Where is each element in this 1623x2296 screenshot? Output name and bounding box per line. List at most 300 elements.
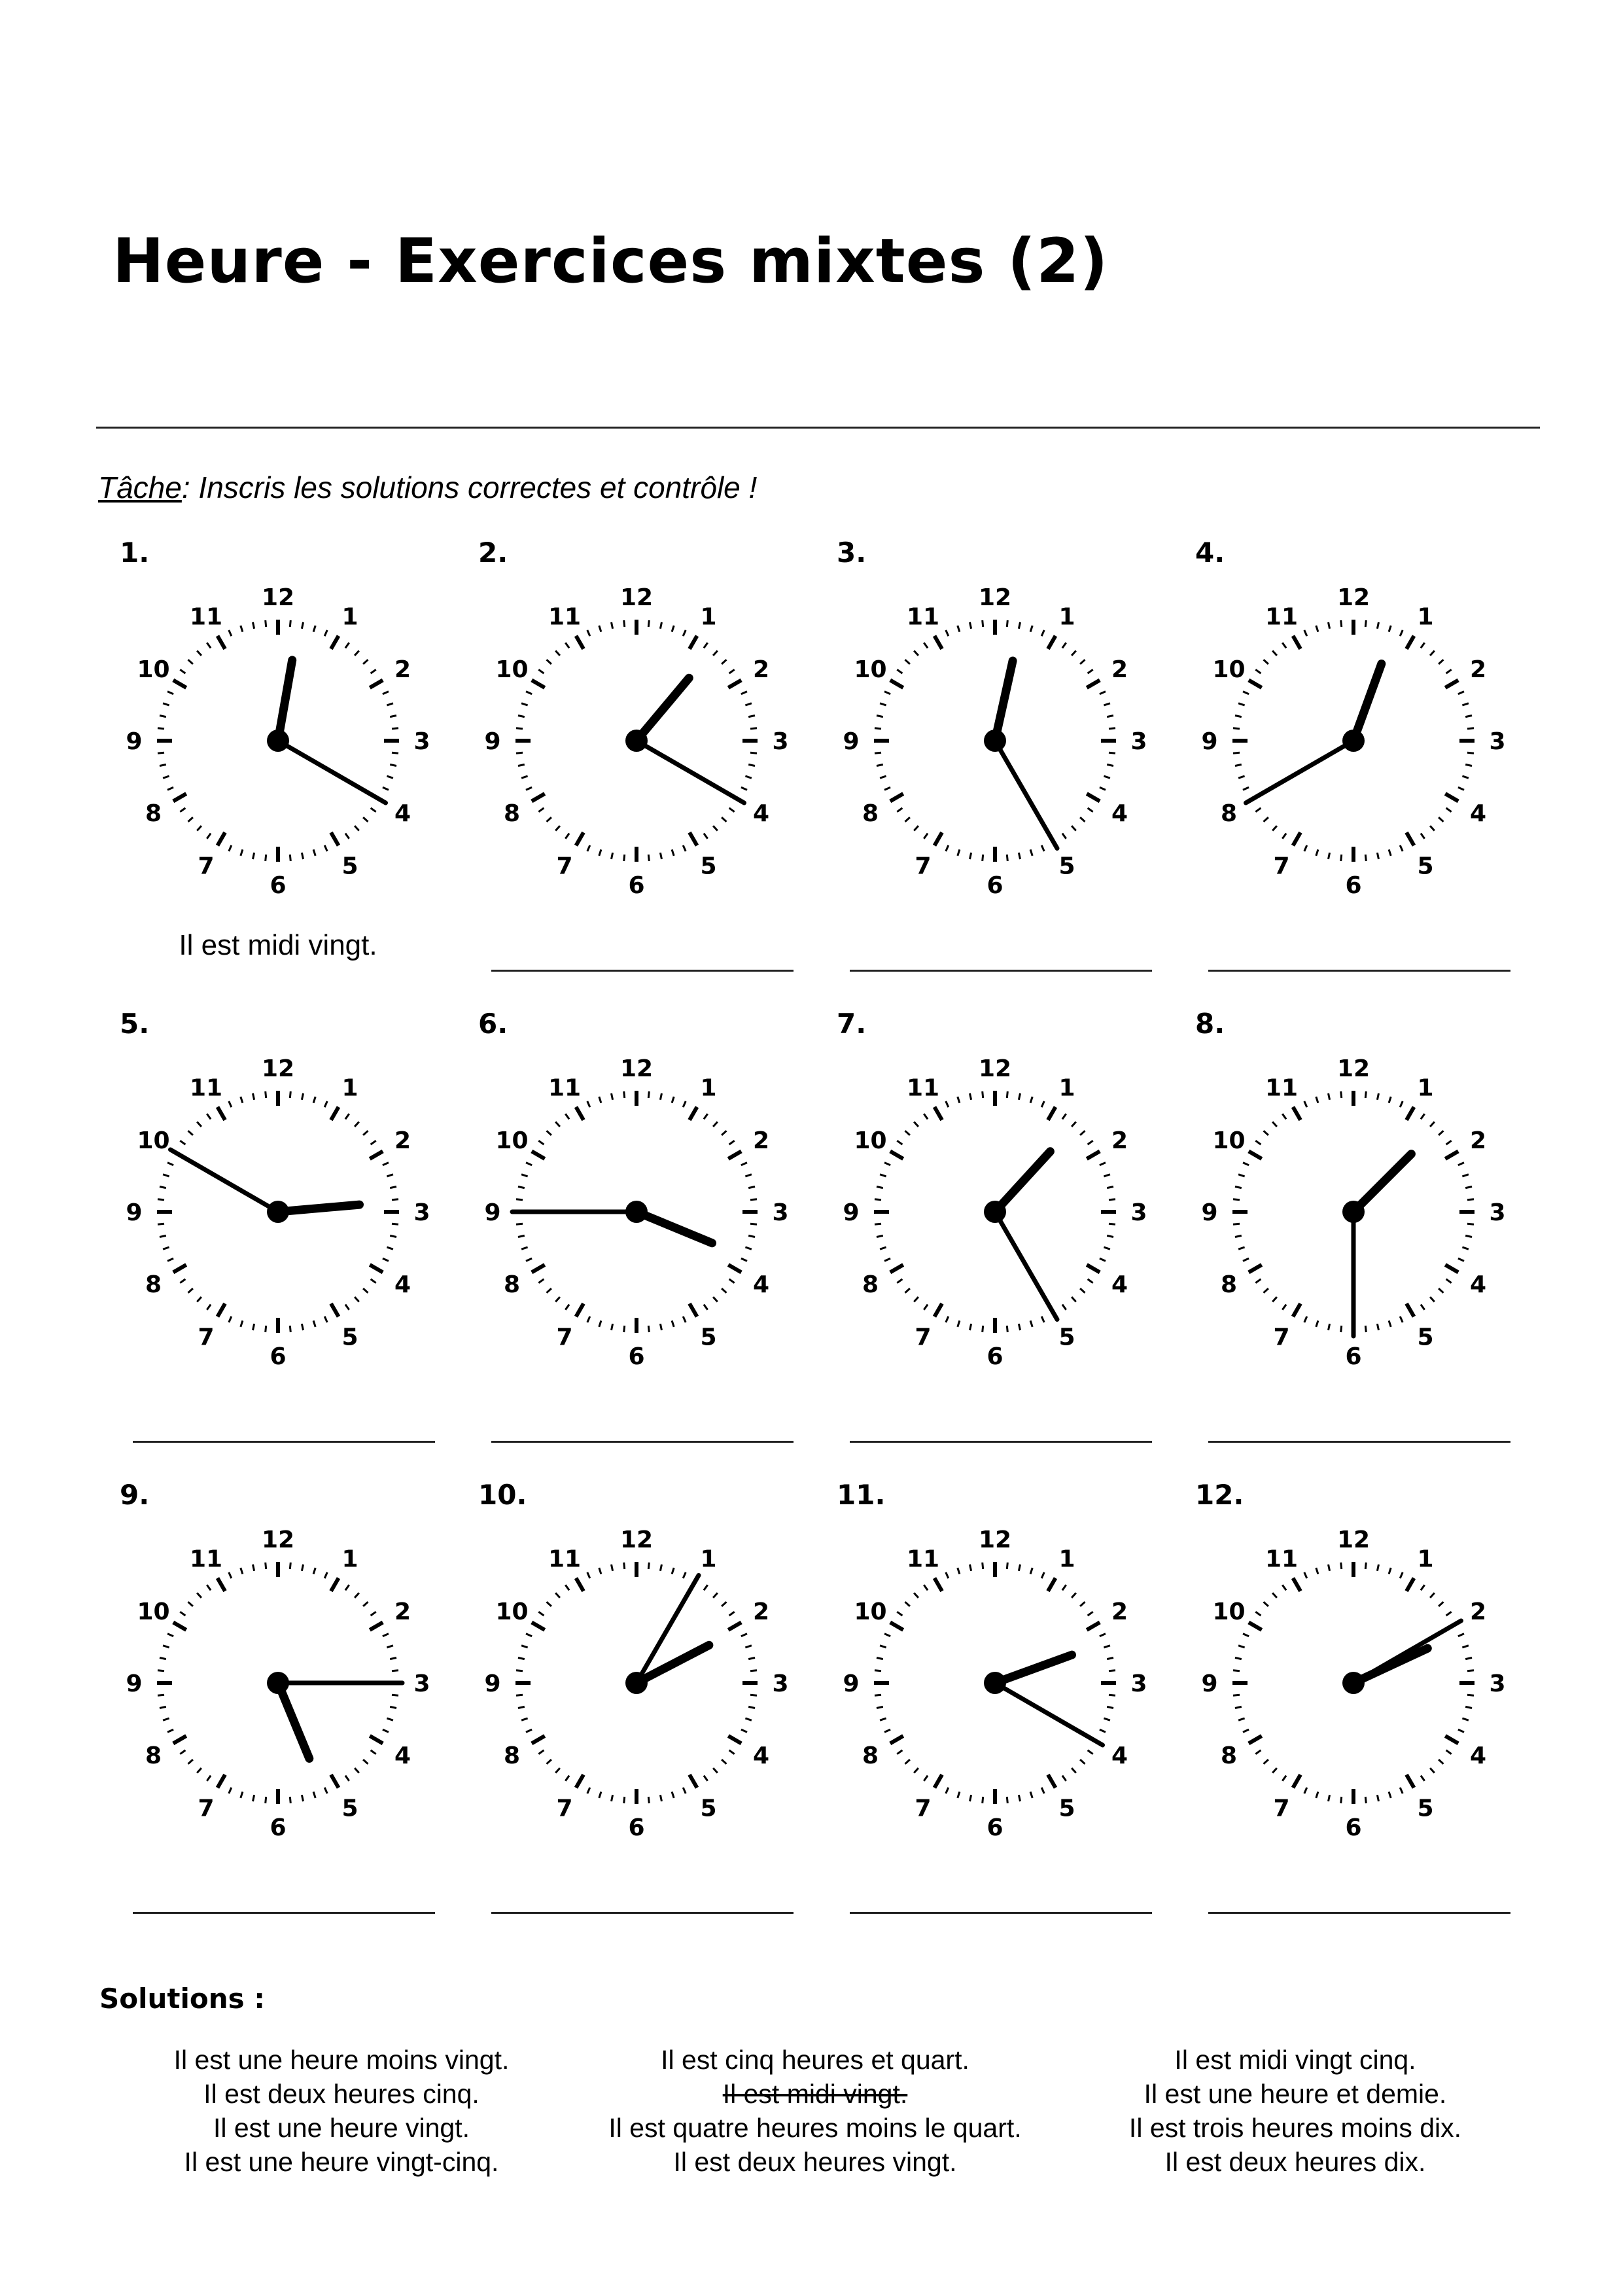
answer-line[interactable] — [133, 1441, 435, 1443]
hour-tick — [1048, 1107, 1056, 1120]
hour-tick — [370, 1152, 383, 1159]
hour-tick — [1087, 1623, 1100, 1631]
hour-tick — [331, 1107, 339, 1120]
hour-tick — [728, 1736, 741, 1744]
hour-tick — [689, 1775, 697, 1788]
minute-tick — [555, 1297, 560, 1301]
clock-numeral: 1 — [1058, 1074, 1075, 1102]
minute-tick — [383, 787, 389, 790]
minute-tick — [521, 703, 528, 705]
minute-tick — [1072, 1122, 1076, 1127]
minute-tick — [1282, 834, 1286, 839]
answer-line[interactable] — [1208, 1912, 1510, 1914]
hour-tick — [728, 1265, 741, 1273]
analog-clock — [818, 564, 1172, 917]
minute-tick — [207, 643, 211, 648]
minute-tick — [1041, 1572, 1044, 1578]
minute-tick — [1080, 1288, 1085, 1293]
clock-numeral: 10 — [495, 1598, 529, 1625]
minute-tick — [302, 1795, 303, 1801]
clock-center — [984, 1672, 1006, 1694]
minute-tick — [1400, 630, 1403, 636]
clock-center — [625, 1672, 648, 1694]
answer-line[interactable] — [491, 970, 794, 972]
minute-tick — [1030, 626, 1032, 632]
minute-tick — [884, 787, 890, 790]
minute-tick — [565, 1114, 569, 1119]
minute-tick — [1088, 1750, 1093, 1754]
hour-tick — [1406, 1578, 1414, 1591]
clock-numeral: 3 — [772, 1670, 789, 1697]
analog-clock — [101, 1035, 455, 1388]
minute-tick — [1080, 817, 1085, 822]
answer-line[interactable] — [1208, 1441, 1510, 1443]
minute-tick — [750, 752, 757, 753]
minute-tick — [897, 1140, 902, 1144]
clock-numeral: 12 — [978, 584, 1012, 611]
clock-numeral: 2 — [1111, 1598, 1128, 1625]
answer-line[interactable] — [133, 1912, 435, 1914]
clock-numeral: 11 — [1265, 603, 1299, 631]
minute-tick — [1365, 1326, 1366, 1332]
minute-tick — [1341, 1326, 1342, 1332]
minute-tick — [383, 1258, 389, 1261]
clock-numeral: 2 — [394, 1598, 411, 1625]
clock-numeral: 9 — [484, 728, 501, 755]
minute-tick — [624, 1797, 625, 1803]
clock-exercise-11 — [818, 1479, 1172, 1950]
solution-item: Il est deux heures vingt. — [673, 2147, 957, 2177]
minute-tick — [160, 1658, 166, 1659]
minute-tick — [1072, 826, 1076, 830]
clock-center — [984, 730, 1006, 752]
clock-center — [1342, 1201, 1365, 1223]
minute-tick — [1304, 845, 1307, 851]
minute-tick — [1430, 1297, 1435, 1301]
minute-tick — [383, 1729, 389, 1732]
minute-tick — [587, 1316, 590, 1322]
minute-tick — [587, 630, 590, 636]
minute-tick — [1400, 1788, 1403, 1793]
minute-tick — [914, 1122, 918, 1127]
minute-tick — [324, 1316, 327, 1322]
minute-tick — [1041, 1316, 1044, 1322]
clock-numeral: 3 — [1130, 1199, 1147, 1226]
clock-center — [267, 730, 289, 752]
minute-tick — [163, 776, 169, 778]
clock-exercise-1 — [101, 537, 455, 1008]
hour-tick — [1087, 1152, 1100, 1159]
minute-tick — [363, 1288, 368, 1293]
minute-tick — [745, 1247, 752, 1249]
minute-tick — [516, 1670, 523, 1671]
minute-tick — [897, 1612, 902, 1616]
minute-tick — [1329, 1564, 1330, 1571]
minute-tick — [648, 1091, 649, 1098]
minute-tick — [516, 752, 523, 753]
minute-tick — [1243, 787, 1249, 790]
minute-tick — [683, 1101, 686, 1107]
minute-tick — [704, 1305, 708, 1310]
clock-numeral: 3 — [413, 1670, 430, 1697]
minute-tick — [1446, 1612, 1452, 1616]
minute-tick — [392, 752, 398, 753]
minute-tick — [660, 1324, 661, 1330]
minute-tick — [1041, 845, 1044, 851]
minute-tick — [1235, 1658, 1242, 1659]
divider — [96, 427, 1540, 429]
minute-tick — [1439, 817, 1443, 822]
hour-tick — [728, 1623, 741, 1631]
solutions-column-1 — [73, 2043, 610, 2179]
minute-tick — [518, 1235, 525, 1237]
hour-tick — [1249, 1736, 1262, 1744]
hour-tick — [370, 680, 383, 688]
answer-line[interactable] — [850, 1912, 1152, 1914]
minute-tick — [1233, 728, 1240, 729]
minute-tick — [1062, 1114, 1066, 1119]
minute-tick — [599, 1568, 601, 1574]
minute-tick — [163, 1174, 169, 1176]
minute-tick — [538, 1612, 544, 1616]
minute-tick — [521, 1718, 528, 1720]
hour-tick — [532, 1623, 545, 1631]
minute-tick — [1107, 1187, 1113, 1188]
clock-numeral: 6 — [628, 1814, 645, 1841]
hour-hand — [995, 1152, 1050, 1212]
minute-tick — [946, 1101, 949, 1107]
hour-tick — [1048, 636, 1056, 649]
minute-tick — [197, 826, 201, 830]
exercise-number: 1. — [120, 537, 150, 569]
hour-tick — [331, 1578, 339, 1591]
minute-tick — [160, 716, 166, 717]
minute-tick — [188, 660, 193, 664]
hour-tick — [935, 832, 943, 845]
minute-tick — [1107, 1658, 1113, 1659]
clock-numeral: 6 — [270, 872, 287, 899]
answer-line[interactable] — [1208, 970, 1510, 972]
hour-tick — [173, 680, 186, 688]
clock-numeral: 8 — [1220, 1742, 1238, 1769]
minute-tick — [324, 1572, 327, 1578]
minute-tick — [1109, 728, 1115, 729]
minute-tick — [1316, 626, 1318, 632]
minute-tick — [390, 1658, 396, 1659]
minute-tick — [1109, 1670, 1115, 1671]
minute-tick — [1389, 1097, 1391, 1103]
minute-tick — [241, 1097, 243, 1103]
clock-numeral: 6 — [986, 872, 1003, 899]
clock-numeral: 11 — [548, 603, 582, 631]
hour-tick — [173, 1736, 186, 1744]
minute-tick — [897, 1279, 902, 1283]
clock-numeral: 6 — [1345, 872, 1362, 899]
minute-tick — [648, 620, 649, 627]
minute-tick — [1465, 1706, 1472, 1708]
minute-hand — [995, 1212, 1057, 1320]
minute-tick — [324, 1788, 327, 1793]
minute-tick — [1341, 1563, 1342, 1569]
clock-numeral: 8 — [503, 800, 521, 827]
minute-tick — [302, 622, 303, 629]
minute-tick — [207, 1776, 211, 1781]
minute-tick — [1329, 1324, 1330, 1330]
hour-tick — [728, 1152, 741, 1159]
minute-tick — [1062, 1305, 1066, 1310]
minute-tick — [612, 1324, 613, 1330]
minute-tick — [229, 1572, 232, 1578]
minute-tick — [241, 849, 243, 856]
minute-tick — [1304, 1316, 1307, 1322]
hour-hand — [995, 661, 1013, 741]
minute-tick — [1062, 1585, 1066, 1590]
minute-tick — [672, 1792, 674, 1798]
clock-numeral: 3 — [413, 728, 430, 755]
minute-tick — [745, 1646, 752, 1648]
minute-tick — [1272, 1768, 1277, 1773]
minute-tick — [167, 787, 173, 790]
minute-tick — [1446, 808, 1452, 812]
minute-hand — [171, 1150, 279, 1212]
answer-line[interactable] — [491, 1912, 794, 1914]
minute-tick — [167, 1258, 173, 1261]
minute-tick — [1072, 651, 1076, 656]
minute-tick — [897, 669, 902, 673]
hour-tick — [689, 1303, 697, 1316]
clock-numeral: 4 — [1469, 800, 1487, 827]
hour-tick — [1048, 1578, 1056, 1591]
minute-tick — [1041, 1101, 1044, 1107]
minute-tick — [880, 1247, 886, 1249]
minute-tick — [197, 1768, 201, 1773]
minute-tick — [924, 1305, 928, 1310]
minute-tick — [1072, 1768, 1076, 1773]
minute-tick — [1458, 692, 1464, 694]
minute-tick — [722, 1759, 726, 1764]
minute-tick — [1421, 1585, 1425, 1590]
hour-tick — [890, 1623, 903, 1631]
clock-numeral: 12 — [1336, 1527, 1370, 1553]
minute-tick — [371, 808, 376, 812]
minute-tick — [958, 1792, 960, 1798]
clock-center — [625, 730, 648, 752]
minute-tick — [624, 855, 625, 861]
minute-tick — [363, 660, 368, 664]
minute-tick — [624, 1563, 625, 1569]
minute-tick — [1233, 1670, 1240, 1671]
solutions-column-2 — [547, 2043, 1083, 2179]
minute-tick — [970, 1564, 971, 1571]
minute-tick — [877, 1187, 883, 1188]
minute-tick — [1272, 826, 1277, 830]
minute-tick — [547, 1602, 551, 1606]
hour-tick — [173, 1623, 186, 1631]
clock-center — [267, 1672, 289, 1694]
minute-tick — [1030, 1568, 1032, 1574]
minute-tick — [1238, 1174, 1245, 1176]
clock-numeral: 3 — [1489, 1199, 1506, 1226]
minute-tick — [1465, 1187, 1472, 1188]
minute-tick — [624, 1326, 625, 1332]
clock-numeral: 7 — [198, 1795, 215, 1822]
minute-tick — [1088, 1279, 1093, 1283]
minute-tick — [750, 1670, 757, 1671]
minute-tick — [1467, 1670, 1474, 1671]
minute-tick — [565, 643, 569, 648]
exercise-number: 7. — [837, 1008, 867, 1040]
minute-tick — [884, 692, 890, 694]
hour-tick — [890, 1152, 903, 1159]
minute-tick — [660, 1795, 661, 1801]
answer-line[interactable] — [491, 1441, 794, 1443]
minute-tick — [750, 728, 757, 729]
minute-tick — [713, 1768, 718, 1773]
minute-tick — [1365, 855, 1366, 861]
minute-tick — [741, 1729, 747, 1732]
clock-numeral: 7 — [915, 1795, 932, 1822]
minute-tick — [1421, 643, 1425, 648]
minute-tick — [1104, 703, 1110, 705]
minute-tick — [748, 716, 755, 717]
minute-tick — [1421, 1305, 1425, 1310]
hour-hand — [637, 678, 689, 741]
minute-tick — [1243, 1163, 1249, 1165]
minute-tick — [167, 692, 173, 694]
minute-tick — [612, 1795, 613, 1801]
minute-tick — [1341, 620, 1342, 627]
minute-tick — [547, 817, 551, 822]
minute-tick — [1430, 651, 1435, 656]
hour-tick — [532, 794, 545, 802]
clock-numeral: 6 — [986, 1343, 1003, 1370]
minute-tick — [1377, 1795, 1378, 1801]
clock-numeral: 9 — [843, 1199, 860, 1226]
minute-tick — [355, 1122, 359, 1127]
minute-tick — [1264, 1131, 1268, 1135]
minute-tick — [729, 1279, 735, 1283]
minute-tick — [1255, 669, 1261, 673]
hour-tick — [218, 636, 226, 649]
minute-tick — [1233, 1199, 1240, 1200]
minute-tick — [1080, 1602, 1085, 1606]
minute-tick — [970, 1324, 971, 1330]
minute-tick — [160, 1187, 166, 1188]
minute-tick — [302, 1564, 303, 1571]
hour-tick — [689, 636, 697, 649]
minute-tick — [729, 1750, 735, 1754]
minute-tick — [660, 1564, 661, 1571]
exercise-number: 6. — [478, 1008, 508, 1040]
clock-numeral: 1 — [1417, 603, 1434, 631]
hour-hand — [278, 1683, 309, 1759]
analog-clock — [460, 1506, 813, 1860]
minute-tick — [624, 1091, 625, 1098]
clock-numeral: 5 — [1058, 1324, 1075, 1351]
clock-numeral: 8 — [145, 1742, 162, 1769]
solution-item: Il est une heure et demie. — [1143, 2079, 1447, 2109]
clock-numeral: 3 — [1489, 728, 1506, 755]
minute-tick — [599, 1097, 601, 1103]
minute-tick — [1341, 855, 1342, 861]
minute-tick — [748, 764, 755, 766]
minute-tick — [565, 1585, 569, 1590]
minute-tick — [924, 1776, 928, 1781]
clock-numeral: 2 — [1469, 1598, 1487, 1625]
minute-tick — [1030, 1097, 1032, 1103]
minute-tick — [1430, 1122, 1435, 1127]
hour-hand — [278, 1205, 360, 1212]
clock-numeral: 7 — [1273, 1795, 1290, 1822]
solution-item: Il est cinq heures et quart. — [661, 2045, 969, 2075]
minute-tick — [1282, 643, 1286, 648]
minute-tick — [745, 776, 752, 778]
minute-tick — [713, 826, 718, 830]
minute-tick — [1462, 1174, 1469, 1176]
minute-tick — [324, 630, 327, 636]
hour-tick — [1293, 1107, 1301, 1120]
clock-numeral: 5 — [1058, 853, 1075, 880]
minute-tick — [555, 1768, 560, 1773]
minute-tick — [188, 1602, 193, 1606]
minute-tick — [167, 1634, 173, 1636]
clock-numeral: 1 — [700, 603, 717, 631]
clock-numeral: 7 — [556, 1795, 573, 1822]
minute-tick — [1462, 1646, 1469, 1648]
minute-tick — [302, 1093, 303, 1100]
clock-numeral: 9 — [484, 1670, 501, 1697]
minute-tick — [683, 1788, 686, 1793]
clock-numeral: 5 — [700, 1795, 717, 1822]
minute-tick — [1458, 1729, 1464, 1732]
minute-tick — [163, 1646, 169, 1648]
clock-numeral: 9 — [126, 1670, 143, 1697]
minute-tick — [612, 1093, 613, 1100]
minute-tick — [253, 1564, 254, 1571]
clock-numeral: 4 — [752, 1742, 770, 1769]
minute-tick — [1233, 752, 1240, 753]
hour-tick — [935, 1107, 943, 1120]
minute-tick — [1282, 1585, 1286, 1590]
exercise-number: 8. — [1195, 1008, 1225, 1040]
clock-numeral: 4 — [1469, 1742, 1487, 1769]
clock-numeral: 5 — [341, 853, 358, 880]
clock-numeral: 9 — [484, 1199, 501, 1226]
minute-tick — [1377, 1324, 1378, 1330]
analog-clock — [1177, 1035, 1530, 1388]
answer-line[interactable] — [850, 970, 1152, 972]
answer-line[interactable] — [850, 1441, 1152, 1443]
clock-center — [1342, 730, 1365, 752]
clock-numeral: 3 — [1489, 1670, 1506, 1697]
minute-tick — [648, 1326, 649, 1332]
minute-tick — [877, 1658, 883, 1659]
minute-tick — [313, 849, 315, 856]
minute-tick — [1100, 1258, 1106, 1261]
minute-tick — [1446, 1750, 1452, 1754]
minute-tick — [958, 626, 960, 632]
clock-numeral: 1 — [341, 1545, 358, 1573]
minute-tick — [1264, 1602, 1268, 1606]
minute-tick — [547, 660, 551, 664]
clock-numeral: 1 — [341, 603, 358, 631]
hour-tick — [935, 1303, 943, 1316]
minute-tick — [1100, 692, 1106, 694]
minute-tick — [1264, 1288, 1268, 1293]
clock-numeral: 2 — [394, 656, 411, 683]
exercise-number: 5. — [120, 1008, 150, 1040]
minute-tick — [160, 1706, 166, 1708]
